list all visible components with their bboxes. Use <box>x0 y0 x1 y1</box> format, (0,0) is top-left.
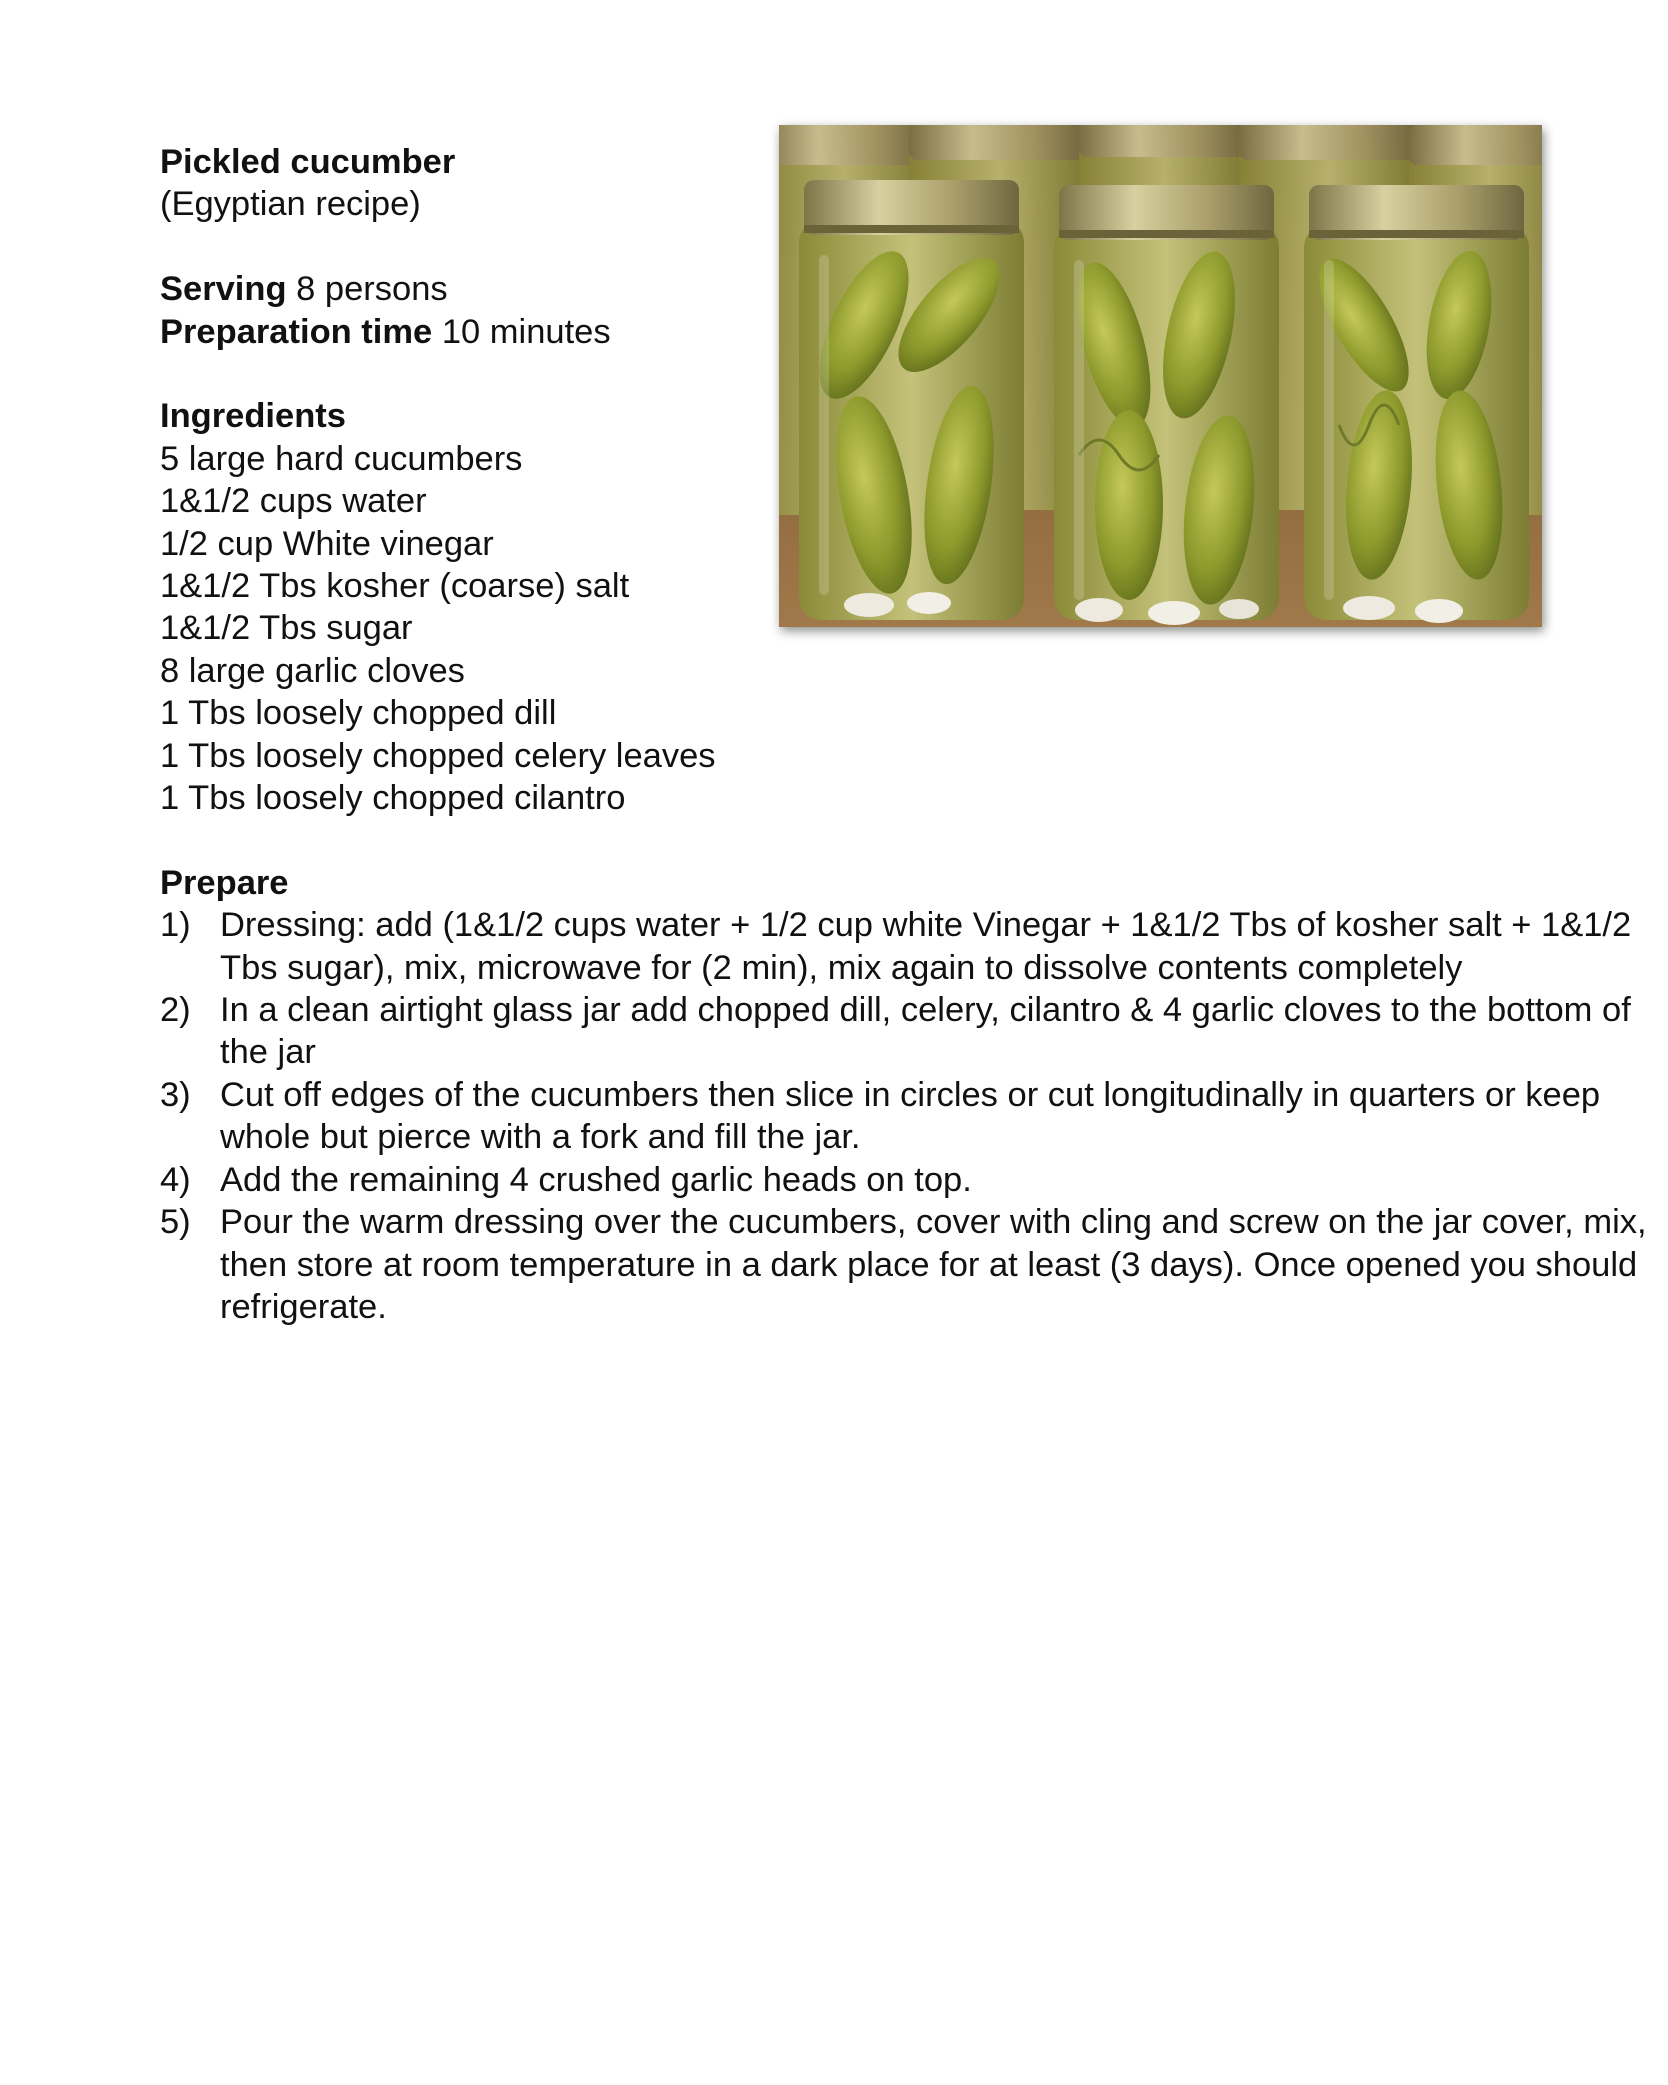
recipe-subtitle: (Egyptian recipe) <box>160 185 421 224</box>
step-item <box>160 904 1668 989</box>
step-item <box>160 1201 1668 1328</box>
ingredient-item: 1 Tbs loosely chopped dill <box>160 694 557 733</box>
step-item <box>160 1074 1668 1159</box>
ingredient-item: 5 large hard cucumbers <box>160 439 523 478</box>
ingredient-item: 1 Tbs loosely chopped cilantro <box>160 779 626 818</box>
step-text: Cut off edges of the cucumbers then slice in circles or cut longitudinally in quarters or keep whole but pierce with a fork and fill the jar. <box>220 1075 1601 1157</box>
ingredient-item: 1&1/2 Tbs sugar <box>160 609 413 648</box>
step-item <box>160 1159 1668 1201</box>
ingredient-item: 8 large garlic cloves <box>160 651 465 690</box>
prepare-steps <box>160 904 1647 1328</box>
step-text: Pour the warm dressing over the cucumbers, cover with cling and screw on the jar cover, mix, then store at room temperature in a dark place for at least (3 days). Once opened you should refrigerate. <box>220 1203 1647 1326</box>
recipe-title: Pickled cucumber <box>160 143 456 181</box>
ingredient-item: 1 Tbs loosely chopped celery leaves <box>160 736 716 775</box>
step-number: 1) <box>160 906 191 945</box>
step-text: Dressing: add (1&1/2 cups water + 1/2 cup white Vinegar + 1&1/2 Tbs of kosher salt + 1&1/2 Tbs sugar), mix, microwave for (2 min), mix again to dissolve contents completely <box>220 906 1632 987</box>
prep-time-label: Preparation time <box>160 312 433 351</box>
step-number: 2) <box>160 991 191 1030</box>
step-number: 5) <box>160 1203 191 1242</box>
step-item <box>160 989 1668 1074</box>
ingredient-item: 1/2 cup White vinegar <box>160 524 494 563</box>
serving-value: 8 persons <box>286 270 448 309</box>
step-number: 4) <box>160 1160 191 1199</box>
ingredient-item: 1&1/2 Tbs kosher (coarse) salt <box>160 567 630 606</box>
step-text: In a clean airtight glass jar add chopped dill, celery, cilantro & 4 garlic cloves to the bottom of the jar <box>220 991 1631 1072</box>
pickle-jars-photo <box>779 125 1542 627</box>
step-number: 3) <box>160 1075 191 1114</box>
prep-time-value: 10 minutes <box>432 312 611 351</box>
ingredients-heading: Ingredients <box>160 397 346 436</box>
step-text: Add the remaining 4 crushed garlic heads on top. <box>220 1160 972 1199</box>
serving-label: Serving <box>160 270 287 309</box>
prepare-heading: Prepare <box>160 863 289 902</box>
ingredient-item: 1&1/2 cups water <box>160 482 427 521</box>
